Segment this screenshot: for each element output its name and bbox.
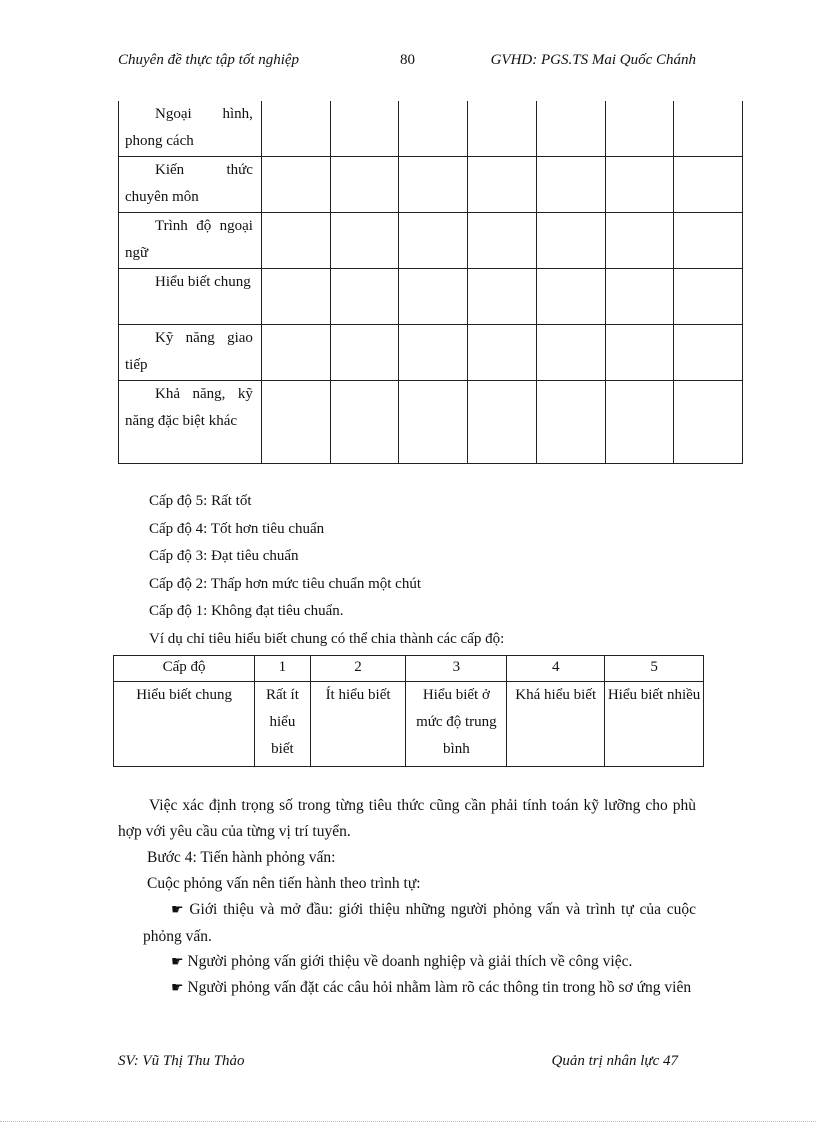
page-header: [118, 52, 696, 74]
header-title: Chuyên đề thực tập tốt nghiệp: [118, 52, 300, 68]
criteria-cell: Hiểu biết chung: [119, 269, 262, 325]
level-definitions: [149, 488, 504, 653]
level-2: Cấp độ 2: Thấp hơn mức tiêu chuẩn một chút: [149, 575, 421, 592]
table-row: [119, 381, 743, 464]
table-cell: Rất ít hiểu biết: [255, 682, 310, 767]
table-cell: Khá hiểu biết: [507, 682, 605, 767]
table-cell: Hiểu biết chung: [114, 682, 255, 767]
header-cell: 2: [310, 656, 406, 682]
table-row: [114, 682, 704, 767]
page-bottom-rule: [0, 1121, 816, 1122]
criteria-table: [118, 101, 743, 464]
table-cell: Hiểu biết nhiều: [605, 682, 704, 767]
level-1: Cấp độ 1: Không đạt tiêu chuẩn.: [149, 603, 344, 619]
step-4-heading: Bước 4: Tiến hành phỏng vấn:: [147, 849, 336, 866]
criteria-cell: Khả năng, kỹ năng đặc biệt khác: [119, 381, 262, 464]
footer-course: Quản trị nhân lực 47: [551, 1053, 678, 1069]
level-4: Cấp độ 4: Tốt hơn tiêu chuẩn: [149, 520, 325, 537]
header-cell: 1: [255, 656, 310, 682]
header-cell: 4: [507, 656, 605, 682]
criteria-cell: Kiến thức chuyên môn: [119, 157, 262, 213]
example-table: [113, 655, 704, 767]
header-cell: Cấp độ: [114, 656, 255, 682]
page-footer: [118, 1053, 678, 1075]
example-intro: Ví dụ chỉ tiêu hiểu biết chung có thể chia thành các cấp độ:: [149, 630, 505, 647]
level-3: Cấp độ 3: Đạt tiêu chuẩn: [149, 548, 299, 564]
table-header-row: [114, 656, 704, 682]
weighting-paragraph: Việc xác định trọng số trong từng tiêu thức cũng cần phải tính toán kỹ lưỡng cho phù hợp với yêu cầu của từng vị trí tuyển.: [118, 797, 696, 840]
table-row: [119, 325, 743, 381]
criteria-cell: Ngoại hình, phong cách: [119, 101, 262, 157]
header-cell: 5: [605, 656, 704, 682]
table-row: [119, 213, 743, 269]
pointing-hand-icon: ☛: [171, 955, 184, 970]
table-row: [119, 101, 743, 157]
bullet-item: ☛ Người phỏng vấn đặt các câu hỏi nhằm làm rõ các thông tin trong hồ sơ ứng viên: [171, 979, 692, 996]
pointing-hand-icon: ☛: [171, 903, 184, 918]
header-supervisor: GVHD: PGS.TS Mai Quốc Chánh: [490, 52, 696, 68]
criteria-cell: Trình độ ngoại ngữ: [119, 213, 262, 269]
criteria-cell: Kỹ năng giao tiếp: [119, 325, 262, 381]
table-row: [119, 157, 743, 213]
table-row: [119, 269, 743, 325]
level-5: Cấp độ 5: Rất tốt: [149, 493, 252, 509]
table-cell: Hiểu biết ở mức độ trung bình: [406, 682, 507, 767]
bullet-item: ☛ Giới thiệu và mở đầu: giới thiệu những người phỏng vấn và trình tự của cuộc phỏng vấn.: [143, 901, 696, 945]
pointing-hand-icon: ☛: [171, 981, 184, 996]
page-number: 80: [400, 52, 415, 68]
bullet-item: ☛ Người phỏng vấn giới thiệu về doanh nghiệp và giải thích về công việc.: [171, 953, 633, 970]
table-cell: Ít hiểu biết: [310, 682, 406, 767]
header-cell: 3: [406, 656, 507, 682]
interview-order-intro: Cuộc phỏng vấn nên tiến hành theo trình tự:: [147, 875, 421, 892]
footer-author: SV: Vũ Thị Thu Thảo: [118, 1053, 245, 1069]
